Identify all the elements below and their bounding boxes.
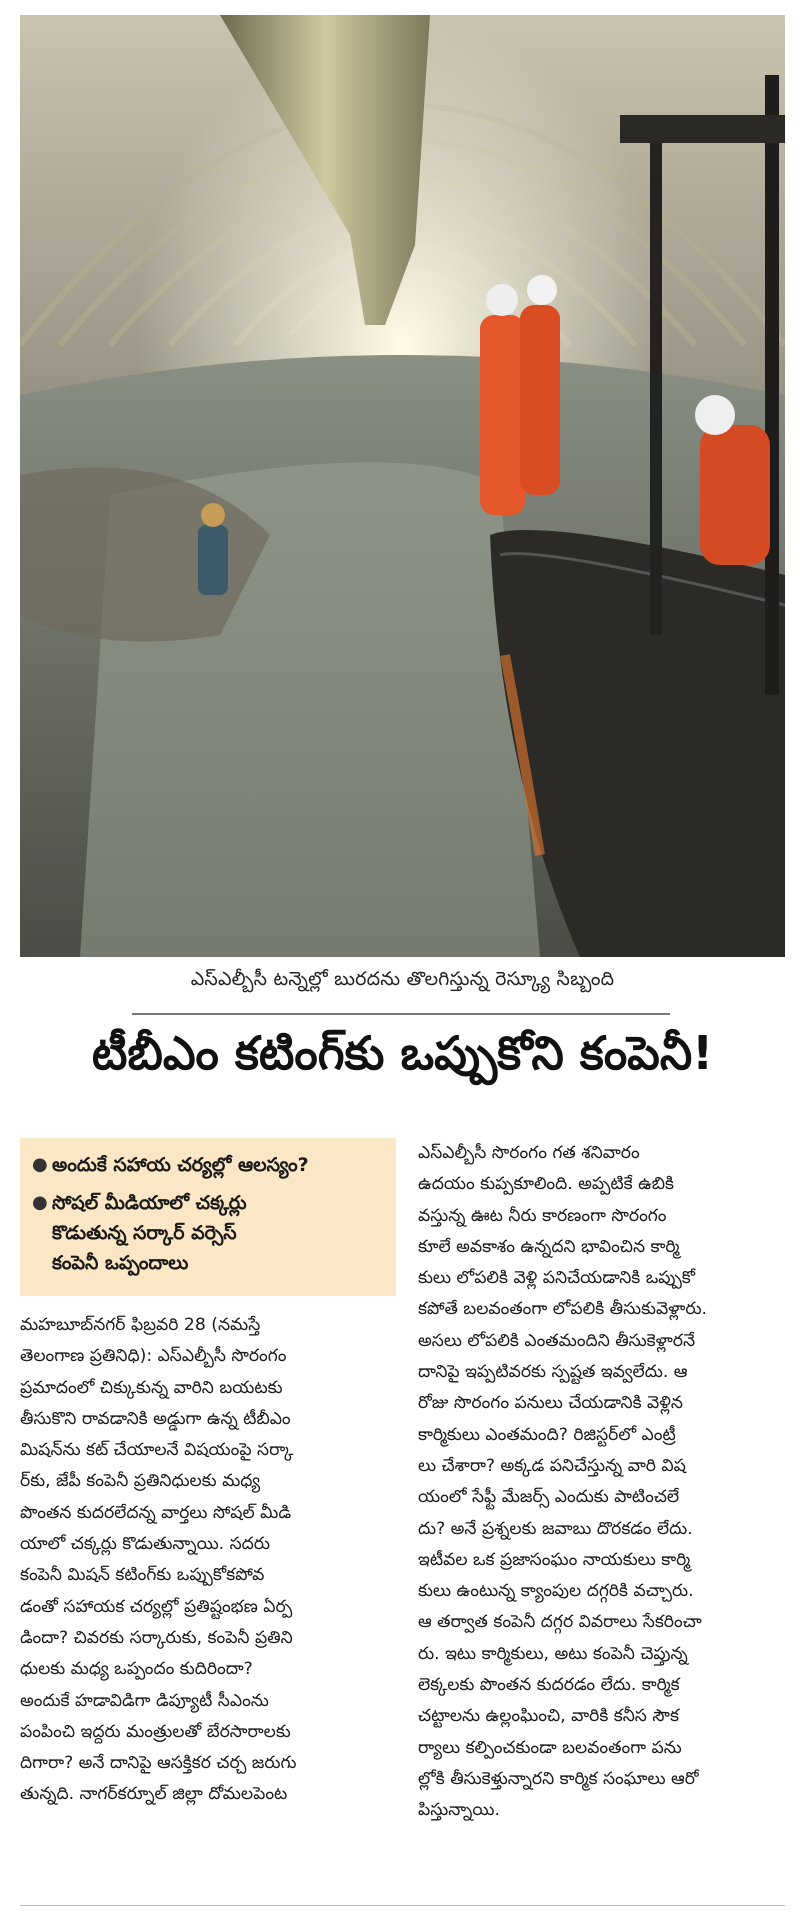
right-body-text xyxy=(418,1138,788,1827)
body-line: కార్మికులు ఎంతమంది? రిజిస్టర్‌లో ఎంట్రీ xyxy=(418,1424,676,1445)
body-line: మహబూబ్‌నగర్ ఫిబ్రవరి 28 (నమస్తే xyxy=(20,1315,261,1335)
highlight-line: అందుకే సహాయ చర్యల్లో ఆలస్యం? xyxy=(52,1154,309,1176)
body-line: వస్తున్న ఊట నీరు కారణంగా సొరంగం xyxy=(418,1205,667,1226)
right-column xyxy=(418,1138,788,1827)
body-line: అందుకే హడావిడిగా డిప్యూటీ సీఎంను xyxy=(20,1690,269,1711)
body-line: ల్లోకి తీసుకెళ్తున్నారని కార్మిక సంఘాలు ఆరో xyxy=(418,1768,699,1789)
article-headline: టీబీఎం కటింగ్‌కు ఒప్పుకోని కంపెనీ! xyxy=(91,1026,714,1080)
body-line: తెలంగాణ ప్రతినిధి): ఎస్ఎల్బీసీ సొరంగం xyxy=(20,1346,287,1367)
body-line: మిషన్‌ను కట్ చేయాలనే విషయంపై సర్కా xyxy=(20,1440,294,1461)
body-line: అసలు లోపలికి ఎంతమందిని తీసుకెళ్లారనే xyxy=(418,1330,696,1351)
highlights-box xyxy=(20,1138,396,1296)
tunnel-photo-illustration xyxy=(20,15,785,957)
tunnel-rescue-photo xyxy=(20,15,785,957)
body-line: కంపెనీ మిషన్ కటింగ్‌కు ఒప్పుకోకపోవ xyxy=(20,1565,265,1586)
highlight-line: కొడుతున్న సర్కార్ వర్సెస్ xyxy=(52,1222,237,1244)
body-line: తీసుకొని రావడానికి అడ్డుగా ఉన్న టీబీఎం xyxy=(20,1408,291,1429)
body-line: ప్రమాదంలో చిక్కుకున్న వారిని బయటకు xyxy=(20,1377,283,1398)
body-line: పిస్తున్నాయి. xyxy=(418,1800,500,1821)
bullet-icon: ● xyxy=(32,1192,48,1213)
body-line: లెక్కలకు పొంతన కుదరడం లేదు. కార్మిక xyxy=(418,1675,680,1696)
highlight-line: సోషల్ మీడియాలో చక్కర్లు xyxy=(52,1192,247,1214)
body-line: చట్టాలను ఉల్లంఘించి, వారికి కనీస సౌక xyxy=(418,1706,679,1727)
body-line: దిగారా? అనే దానిపై ఆసక్తికర చర్చ జరుగు xyxy=(20,1753,297,1774)
body-line: దు? అనే ప్రశ్నలకు జవాబు దొరకడం లేదు. xyxy=(418,1518,693,1539)
body-line: యంలో సేఫ్టీ మేజర్స్ ఎందుకు పాటించలే xyxy=(418,1487,680,1508)
body-line: డంతో సహాయక చర్యల్లో ప్రతిష్టంభణ ఏర్ప xyxy=(20,1596,293,1617)
body-line: ఉదయం కుప్పకూలింది. అప్పటికే ఉబికి xyxy=(418,1174,675,1195)
left-column xyxy=(20,1138,396,1811)
bottom-divider xyxy=(20,1905,785,1906)
body-line: దానిపై ఇప్పటివరకు స్పష్టత ఇవ్వలేదు. ఆ xyxy=(418,1362,688,1383)
body-line: కులు ఉంటున్న క్యాంపుల దగ్గరికి వచ్చారు. xyxy=(418,1581,694,1602)
body-line: ఆ తర్వాత కంపెనీ దగ్గర వివరాలు సేకరించా xyxy=(418,1612,702,1633)
body-line: పంపించి ఇద్దరు మంత్రులతో బేరసారాలకు xyxy=(20,1721,291,1742)
body-line: తున్నది. నాగర్‌కర్నూల్ జిల్లా దోమలపెంట xyxy=(20,1784,288,1805)
highlight-item xyxy=(32,1150,386,1180)
body-line: ర్‌కు, జేపీ కంపెనీ ప్రతినిధులకు మధ్య xyxy=(20,1471,261,1492)
body-line: డిందా? చివరకు సర్కారుకు, కంపెనీ ప్రతిని xyxy=(20,1627,293,1648)
body-line: ర్యాలు కల్పించకుండా బలవంతంగా పను xyxy=(418,1737,682,1758)
bullet-icon: ● xyxy=(32,1154,48,1175)
body-line: కులు లోపలికి వెళ్లి పనిచేయడానికి ఒప్పుకో xyxy=(418,1268,696,1289)
body-line: ఎస్ఎల్బీసీ సొరంగం గత శనివారం xyxy=(418,1143,640,1163)
body-line: రు. ఇటు కార్మికులు, అటు కంపెనీ చెప్తున్న xyxy=(418,1643,688,1664)
highlight-line: కంపెనీ ఒప్పందాలు xyxy=(52,1252,189,1274)
body-line: పొంతన కుదరలేదన్న వార్తలు సోషల్ మీడి xyxy=(20,1502,292,1523)
body-line: కపోతే బలవంతంగా లోపలికి తీసుకువెళ్లారు. xyxy=(418,1299,707,1320)
body-line: ధులకు మధ్య ఒప్పందం కుదిరిందా? xyxy=(20,1659,253,1680)
body-line: ఇటీవల ఒక ప్రజాసంఘం నాయకులు కార్మి xyxy=(418,1549,691,1570)
highlight-item xyxy=(32,1188,386,1278)
left-body-text xyxy=(20,1310,396,1811)
photo-caption: ఎస్ఎల్బీసీ టన్నెల్లో బురదను తొలగిస్తున్న రెస్క్యూ సిబ్బంది xyxy=(190,968,615,990)
body-line: లు చేశారా? అక్కడ పనిచేస్తున్న వారి విష xyxy=(418,1455,686,1476)
body-line: రోజు సొరంగం పనులు చేయడానికి వెళ్లిన xyxy=(418,1393,683,1414)
body-line: కూలే అవకాశం ఉన్నదని భావించిన కార్మి xyxy=(418,1236,680,1257)
body-line: యాలో చక్కర్లు కొడుతున్నాయి. సదరు xyxy=(20,1534,270,1555)
caption-divider xyxy=(132,1013,670,1015)
